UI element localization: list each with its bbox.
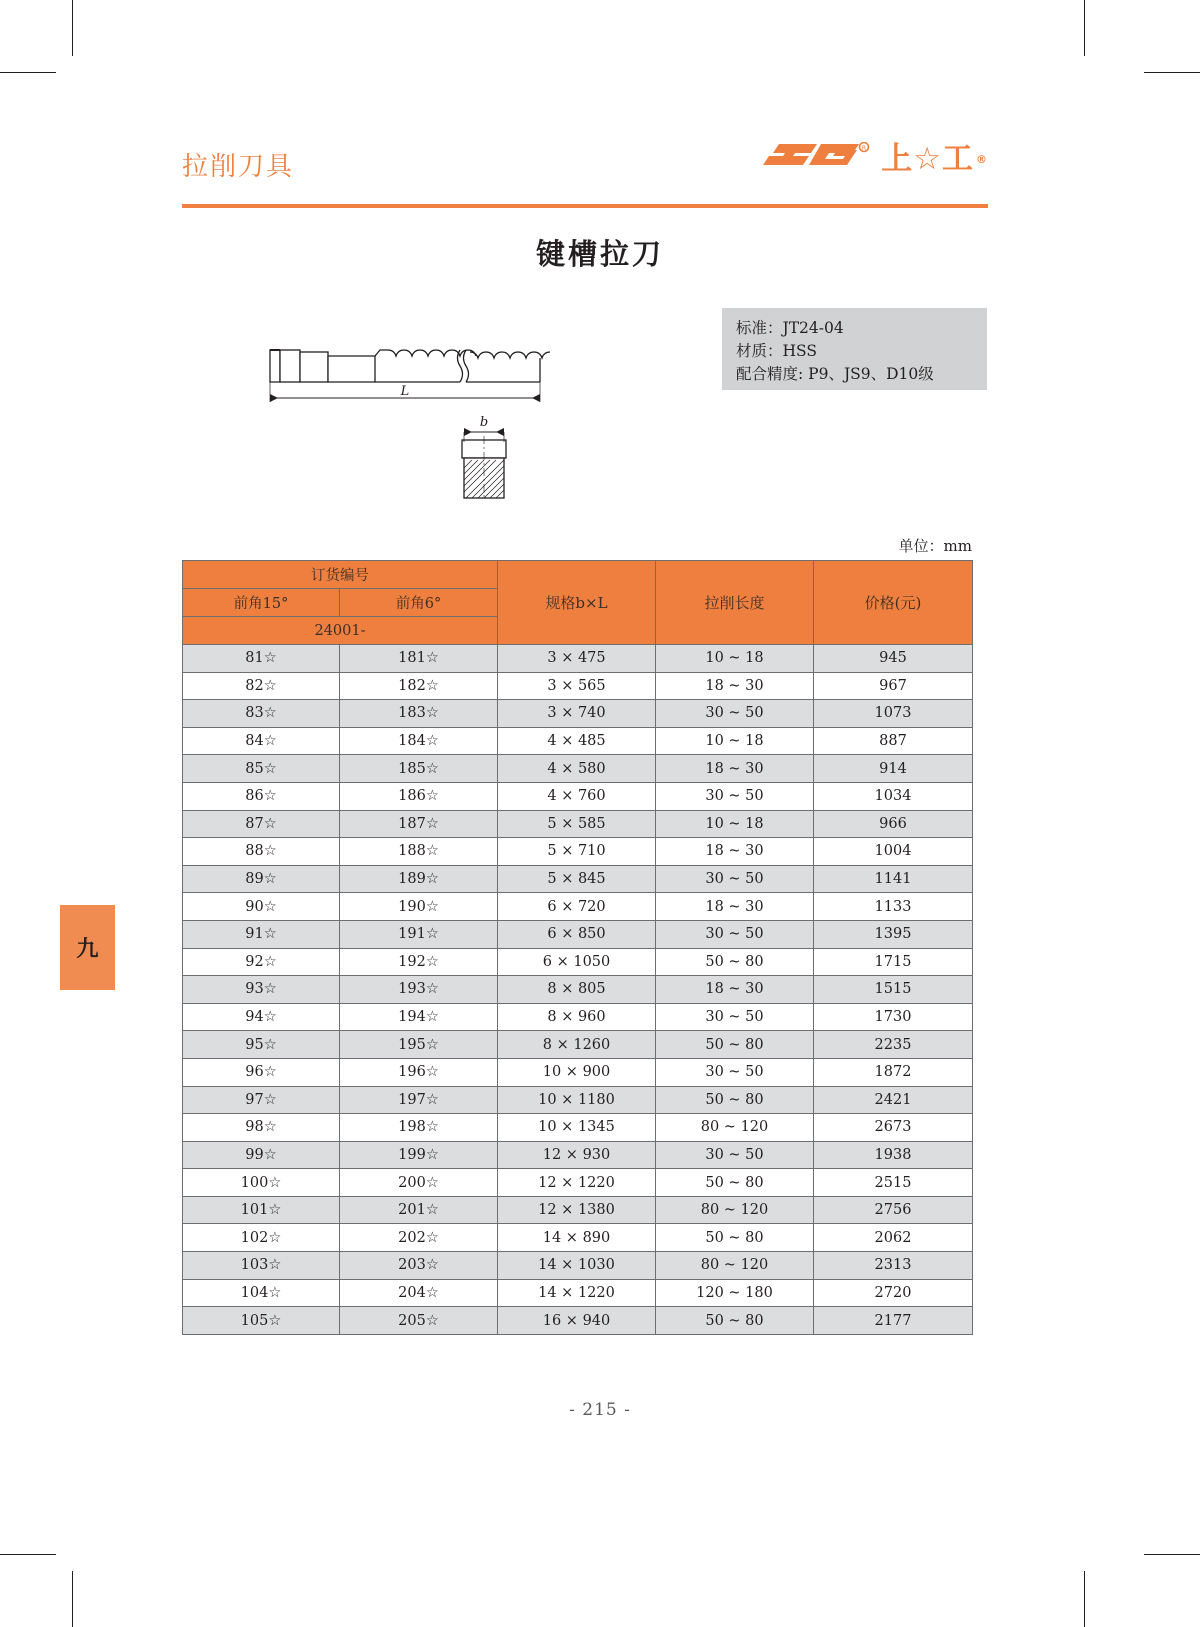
table-row: [183, 645, 973, 673]
cell-spec: 6 × 850: [498, 920, 656, 948]
cell-rake-15: 103☆: [183, 1252, 340, 1280]
table-row: [183, 672, 973, 700]
cell-broach-length: 10 ~ 18: [656, 727, 814, 755]
table-row: [183, 1279, 973, 1307]
cell-rake-15: 91☆: [183, 920, 340, 948]
spec-fit-accuracy: 配合精度: P9、JS9、D10级: [736, 365, 934, 383]
table-row: [183, 700, 973, 728]
cell-spec: 14 × 1220: [498, 1279, 656, 1307]
header-order-prefix: 24001-: [183, 617, 498, 645]
cell-spec: 5 × 585: [498, 810, 656, 838]
cell-rake-15: 98☆: [183, 1114, 340, 1142]
cell-spec: 5 × 845: [498, 865, 656, 893]
cell-broach-length: 10 ~ 18: [656, 810, 814, 838]
table-row: [183, 976, 973, 1004]
cell-broach-length: 80 ~ 120: [656, 1196, 814, 1224]
cell-rake-6: 198☆: [340, 1114, 498, 1142]
broach-diagram-svg: [240, 320, 570, 500]
cell-rake-6: 201☆: [340, 1196, 498, 1224]
technical-drawing: [240, 320, 570, 505]
cell-rake-6: 183☆: [340, 700, 498, 728]
cell-spec: 8 × 960: [498, 1003, 656, 1031]
table-row: [183, 810, 973, 838]
table-row: [183, 838, 973, 866]
cell-spec: 6 × 1050: [498, 948, 656, 976]
cell-rake-6: 193☆: [340, 976, 498, 1004]
cell-price: 1004: [814, 838, 973, 866]
cell-price: 1715: [814, 948, 973, 976]
spec-material: 材质：HSS: [736, 342, 817, 360]
cell-price: 1034: [814, 782, 973, 810]
cell-rake-15: 104☆: [183, 1279, 340, 1307]
cell-broach-length: 10 ~ 18: [656, 645, 814, 673]
cell-price: 887: [814, 727, 973, 755]
cell-rake-15: 82☆: [183, 672, 340, 700]
cell-price: 2756: [814, 1196, 973, 1224]
cell-spec: 8 × 1260: [498, 1031, 656, 1059]
cell-broach-length: 50 ~ 80: [656, 1031, 814, 1059]
cell-spec: 10 × 900: [498, 1058, 656, 1086]
cell-rake-15: 89☆: [183, 865, 340, 893]
cell-rake-15: 84☆: [183, 727, 340, 755]
cell-rake-6: 194☆: [340, 1003, 498, 1031]
cell-broach-length: 30 ~ 50: [656, 1003, 814, 1031]
table-row: [183, 1114, 973, 1142]
table-body: [183, 645, 973, 1335]
table-row: [183, 1058, 973, 1086]
cell-price: 945: [814, 645, 973, 673]
cell-broach-length: 30 ~ 50: [656, 865, 814, 893]
cell-price: 2235: [814, 1031, 973, 1059]
cell-rake-15: 81☆: [183, 645, 340, 673]
cell-price: 967: [814, 672, 973, 700]
spec-standard: 标准：JT24-04: [736, 319, 844, 337]
table-row: [183, 1086, 973, 1114]
table-row: [183, 948, 973, 976]
cell-broach-length: 50 ~ 80: [656, 1224, 814, 1252]
cell-spec: 10 × 1180: [498, 1086, 656, 1114]
cell-rake-6: 195☆: [340, 1031, 498, 1059]
cell-broach-length: 80 ~ 120: [656, 1252, 814, 1280]
cell-spec: 14 × 890: [498, 1224, 656, 1252]
cell-price: 2177: [814, 1307, 973, 1335]
cell-rake-15: 85☆: [183, 755, 340, 783]
cell-price: 2421: [814, 1086, 973, 1114]
cell-spec: 4 × 760: [498, 782, 656, 810]
company-logo: [759, 142, 988, 176]
cell-rake-15: 88☆: [183, 838, 340, 866]
table-row: [183, 1141, 973, 1169]
category-title: 拉削刀具: [182, 152, 295, 182]
cell-rake-15: 86☆: [183, 782, 340, 810]
cell-rake-15: 87☆: [183, 810, 340, 838]
registered-mark: ®: [976, 152, 988, 166]
cell-spec: 5 × 710: [498, 838, 656, 866]
cell-price: 1938: [814, 1141, 973, 1169]
cell-broach-length: 18 ~ 30: [656, 893, 814, 921]
cell-broach-length: 120 ~ 180: [656, 1279, 814, 1307]
specification-table: [182, 560, 973, 1335]
cell-price: 966: [814, 810, 973, 838]
cell-rake-6: 204☆: [340, 1279, 498, 1307]
company-name-cn: [881, 140, 988, 177]
cell-rake-6: 182☆: [340, 672, 498, 700]
cell-rake-15: 93☆: [183, 976, 340, 1004]
table-row: [183, 1307, 973, 1335]
cell-broach-length: 18 ~ 30: [656, 838, 814, 866]
cell-price: 1395: [814, 920, 973, 948]
cell-rake-6: 199☆: [340, 1141, 498, 1169]
cell-price: 2062: [814, 1224, 973, 1252]
cell-broach-length: 18 ~ 30: [656, 755, 814, 783]
cell-spec: 12 × 1220: [498, 1169, 656, 1197]
cell-broach-length: 50 ~ 80: [656, 1169, 814, 1197]
table-row: [183, 1224, 973, 1252]
cell-rake-6: 190☆: [340, 893, 498, 921]
header-spec: 规格b×L: [498, 561, 656, 645]
table-row: [183, 782, 973, 810]
cell-rake-6: 186☆: [340, 782, 498, 810]
cell-price: 2515: [814, 1169, 973, 1197]
cell-broach-length: 30 ~ 50: [656, 782, 814, 810]
cell-price: 1515: [814, 976, 973, 1004]
crop-mark-top-left-horizontal: [0, 72, 56, 73]
cell-broach-length: 18 ~ 30: [656, 976, 814, 1004]
cell-rake-6: 200☆: [340, 1169, 498, 1197]
crop-mark-bottom-left-vertical: [72, 1571, 73, 1627]
cell-rake-15: 92☆: [183, 948, 340, 976]
cell-price: 1730: [814, 1003, 973, 1031]
cell-rake-15: 94☆: [183, 1003, 340, 1031]
header-rake-6: 前角6°: [340, 589, 498, 617]
table-row: [183, 920, 973, 948]
cell-rake-15: 95☆: [183, 1031, 340, 1059]
cell-price: 2313: [814, 1252, 973, 1280]
table-row: [183, 1031, 973, 1059]
cell-rake-6: 185☆: [340, 755, 498, 783]
section-tab: [60, 905, 115, 990]
cell-price: 2673: [814, 1114, 973, 1142]
svg-text:R: R: [862, 145, 867, 152]
specification-table-wrapper: [182, 560, 972, 1335]
specification-box: [722, 308, 987, 390]
dimension-label-b: b: [479, 415, 489, 430]
cell-spec: 4 × 580: [498, 755, 656, 783]
cell-broach-length: 50 ~ 80: [656, 1307, 814, 1335]
cell-spec: 3 × 740: [498, 700, 656, 728]
cell-spec: 3 × 475: [498, 645, 656, 673]
cell-spec: 14 × 1030: [498, 1252, 656, 1280]
cell-rake-6: 188☆: [340, 838, 498, 866]
cell-rake-6: 202☆: [340, 1224, 498, 1252]
cell-rake-6: 181☆: [340, 645, 498, 673]
cell-rake-6: 196☆: [340, 1058, 498, 1086]
unit-note: 单位：mm: [898, 537, 972, 555]
product-title: 键槽拉刀: [535, 237, 664, 271]
cell-rake-15: 90☆: [183, 893, 340, 921]
cell-rake-15: 99☆: [183, 1141, 340, 1169]
table-header-row-1: [183, 561, 973, 589]
table-row: [183, 1252, 973, 1280]
header-order-number: 订货编号: [183, 561, 498, 589]
header-divider: [182, 204, 988, 208]
header-price: 价格(元): [814, 561, 973, 645]
cell-price: 914: [814, 755, 973, 783]
crop-mark-top-right-vertical: [1084, 0, 1085, 56]
header-broach-length: 拉削长度: [656, 561, 814, 645]
cell-rake-6: 189☆: [340, 865, 498, 893]
table-head: [183, 561, 973, 645]
cell-price: 1133: [814, 893, 973, 921]
cell-price: 1872: [814, 1058, 973, 1086]
cell-rake-6: 184☆: [340, 727, 498, 755]
cell-rake-15: 83☆: [183, 700, 340, 728]
cell-broach-length: 30 ~ 50: [656, 1058, 814, 1086]
cell-price: 2720: [814, 1279, 973, 1307]
crop-mark-bottom-left-horizontal: [0, 1554, 56, 1555]
cell-spec: 10 × 1345: [498, 1114, 656, 1142]
table-row: [183, 893, 973, 921]
cell-spec: 6 × 720: [498, 893, 656, 921]
cell-rake-15: 100☆: [183, 1169, 340, 1197]
page-header: [182, 140, 988, 208]
cell-rake-15: 101☆: [183, 1196, 340, 1224]
section-tab-label: 九: [76, 937, 99, 962]
cell-rake-6: 203☆: [340, 1252, 498, 1280]
cell-broach-length: 50 ~ 80: [656, 948, 814, 976]
dimension-label-L: L: [400, 384, 410, 399]
cell-rake-15: 97☆: [183, 1086, 340, 1114]
table-row: [183, 755, 973, 783]
cell-broach-length: 50 ~ 80: [656, 1086, 814, 1114]
cell-rake-6: 197☆: [340, 1086, 498, 1114]
page-footer: [0, 1400, 1200, 1420]
page-number: - 215 -: [569, 1400, 631, 1420]
cell-rake-6: 205☆: [340, 1307, 498, 1335]
cell-spec: 8 × 805: [498, 976, 656, 1004]
cell-broach-length: 30 ~ 50: [656, 700, 814, 728]
cell-spec: 16 × 940: [498, 1307, 656, 1335]
cell-spec: 12 × 1380: [498, 1196, 656, 1224]
cell-broach-length: 18 ~ 30: [656, 672, 814, 700]
table-row: [183, 865, 973, 893]
cell-rake-15: 105☆: [183, 1307, 340, 1335]
table-row: [183, 1169, 973, 1197]
cell-broach-length: 30 ~ 50: [656, 1141, 814, 1169]
cell-rake-6: 192☆: [340, 948, 498, 976]
header-rake-15: 前角15°: [183, 589, 340, 617]
company-name-text: 上☆工: [881, 140, 974, 177]
crop-mark-top-left-vertical: [72, 0, 73, 56]
sg-logo-icon: [759, 142, 871, 176]
cell-rake-15: 102☆: [183, 1224, 340, 1252]
cell-broach-length: 30 ~ 50: [656, 920, 814, 948]
cell-broach-length: 80 ~ 120: [656, 1114, 814, 1142]
crop-mark-top-right-horizontal: [1144, 72, 1200, 73]
cell-rake-6: 187☆: [340, 810, 498, 838]
crop-mark-bottom-right-horizontal: [1144, 1554, 1200, 1555]
cell-price: 1073: [814, 700, 973, 728]
table-row: [183, 1196, 973, 1224]
table-row: [183, 1003, 973, 1031]
cell-spec: 4 × 485: [498, 727, 656, 755]
cell-price: 1141: [814, 865, 973, 893]
crop-mark-bottom-right-vertical: [1084, 1571, 1085, 1627]
table-row: [183, 727, 973, 755]
cell-rake-6: 191☆: [340, 920, 498, 948]
cell-spec: 3 × 565: [498, 672, 656, 700]
cell-spec: 12 × 930: [498, 1141, 656, 1169]
cell-rake-15: 96☆: [183, 1058, 340, 1086]
